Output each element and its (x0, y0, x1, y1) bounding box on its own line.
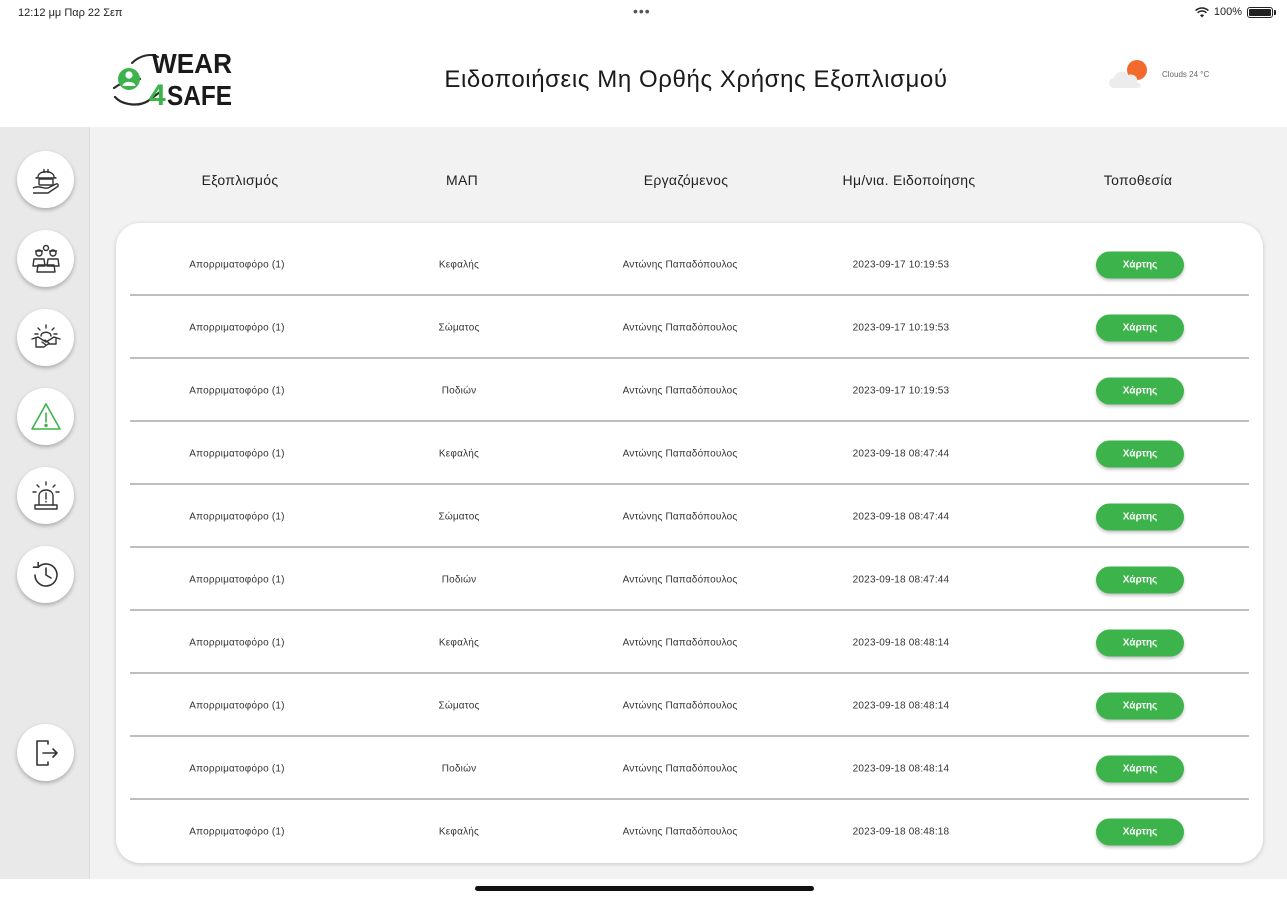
map-button[interactable]: Χάρτης (1096, 755, 1184, 782)
logo-text-bottom: SAFE (167, 80, 232, 111)
wifi-icon (1195, 7, 1209, 18)
cell-worker: Αντώνης Παπαδόπουλος (622, 763, 738, 774)
cell-equipment: Απορριματοφόρο (1) (189, 700, 285, 711)
cell-worker: Αντώνης Παπαδόπουλος (622, 826, 738, 837)
cell-worker: Αντώνης Παπαδόπουλος (622, 637, 738, 648)
sidebar-item-warnings[interactable] (17, 388, 74, 445)
cell-date: 2023-09-18 08:48:14 (852, 763, 950, 774)
app-header (0, 26, 1287, 127)
cell-date: 2023-09-18 08:48:14 (852, 637, 950, 648)
sidebar-item-ppe[interactable] (17, 151, 74, 208)
cell-worker: Αντώνης Παπαδόπουλος (622, 511, 738, 522)
table-row (130, 674, 1249, 737)
cell-ppe: Σώματος (438, 511, 480, 522)
cell-date: 2023-09-18 08:47:44 (852, 448, 950, 459)
table-row (130, 233, 1249, 296)
cell-ppe: Ποδιών (441, 574, 477, 585)
cell-date: 2023-09-18 08:47:44 (852, 511, 950, 522)
battery-percent: 100% (1213, 6, 1242, 18)
map-button[interactable]: Χάρτης (1096, 818, 1184, 845)
table-row (130, 737, 1249, 800)
warning-icon (29, 400, 63, 434)
cell-worker: Αντώνης Παπαδόπουλος (622, 574, 738, 585)
logo-text-number: 4 (149, 79, 166, 111)
cell-date: 2023-09-17 10:19:53 (852, 322, 950, 333)
table-row (130, 800, 1249, 863)
cell-date: 2023-09-17 10:19:53 (852, 385, 950, 396)
battery-fill (1249, 9, 1271, 16)
workers-icon (29, 242, 63, 276)
sidebar-item-partners[interactable] (17, 309, 74, 366)
bottom-area (0, 879, 1287, 900)
cell-date: 2023-09-18 08:47:44 (852, 574, 950, 585)
cell-date: 2023-09-18 08:48:14 (852, 700, 950, 711)
map-button[interactable]: Χάρτης (1096, 692, 1184, 719)
column-header-date: Ημ/νια. Ειδοποίησης (842, 172, 976, 188)
cell-ppe: Ποδιών (441, 385, 477, 396)
map-button[interactable]: Χάρτης (1096, 503, 1184, 530)
cell-equipment: Απορριματοφόρο (1) (189, 322, 285, 333)
cell-ppe: Σώματος (438, 322, 480, 333)
history-icon (29, 558, 63, 592)
table-row (130, 359, 1249, 422)
cell-equipment: Απορριματοφόρο (1) (189, 511, 285, 522)
sidebar-item-workers[interactable] (17, 230, 74, 287)
sidebar-item-alarms[interactable] (17, 467, 74, 524)
cell-ppe: Κεφαλής (438, 448, 480, 459)
cell-ppe: Κεφαλής (438, 259, 480, 270)
cell-equipment: Απορριματοφόρο (1) (189, 763, 285, 774)
cell-equipment: Απορριματοφόρο (1) (189, 448, 285, 459)
logout-icon (29, 736, 63, 770)
status-right (1195, 6, 1273, 18)
cell-equipment: Απορριματοφόρο (1) (189, 385, 285, 396)
status-time: 12:12 μμ Παρ 22 Σεπ (18, 7, 123, 19)
cell-worker: Αντώνης Παπαδόπουλος (622, 322, 738, 333)
cell-worker: Αντώνης Παπαδόπουλος (622, 448, 738, 459)
notifications-table[interactable] (116, 223, 1263, 863)
battery-icon (1247, 7, 1273, 18)
map-button[interactable]: Χάρτης (1096, 314, 1184, 341)
column-header-ppe: ΜΑΠ (445, 172, 479, 188)
cell-equipment: Απορριματοφόρο (1) (189, 637, 285, 648)
table-row (130, 422, 1249, 485)
weather-widget (1106, 58, 1209, 90)
ppe-icon (29, 163, 63, 197)
sidebar (0, 127, 90, 879)
map-button[interactable]: Χάρτης (1096, 440, 1184, 467)
status-bar (0, 0, 1287, 26)
table-row (130, 611, 1249, 674)
map-button[interactable]: Χάρτης (1096, 629, 1184, 656)
cell-equipment: Απορριματοφόρο (1) (189, 826, 285, 837)
table-row (130, 548, 1249, 611)
alarm-icon (29, 479, 63, 513)
cell-date: 2023-09-17 10:19:53 (852, 259, 950, 270)
cell-ppe: Κεφαλής (438, 637, 480, 648)
column-header-worker: Εργαζόμενος (643, 172, 729, 188)
handshake-icon (29, 321, 63, 355)
cloud-sun-icon (1106, 58, 1152, 90)
cell-equipment: Απορριματοφόρο (1) (189, 574, 285, 585)
cell-worker: Αντώνης Παπαδόπουλος (622, 700, 738, 711)
map-button[interactable]: Χάρτης (1096, 566, 1184, 593)
weather-text: Clouds 24 °C (1162, 69, 1210, 79)
logout-button[interactable] (17, 724, 74, 781)
cell-ppe: Κεφαλής (438, 826, 480, 837)
cell-ppe: Ποδιών (441, 763, 477, 774)
table-row (130, 485, 1249, 548)
cell-worker: Αντώνης Παπαδόπουλος (622, 385, 738, 396)
table-row (130, 296, 1249, 359)
page-title: Ειδοποιήσεις Μη Ορθής Χρήσης Εξοπλισμού (444, 66, 948, 93)
map-button[interactable]: Χάρτης (1096, 377, 1184, 404)
cell-ppe: Σώματος (438, 700, 480, 711)
multitasking-dots[interactable]: ••• (633, 3, 651, 19)
cell-date: 2023-09-18 08:48:18 (852, 826, 950, 837)
wear4safe-logo[interactable] (112, 45, 237, 111)
logo-text-top: WEAR (152, 48, 232, 79)
map-button[interactable]: Χάρτης (1096, 251, 1184, 278)
column-header-equipment: Εξοπλισμός (201, 172, 279, 188)
sidebar-item-history[interactable] (17, 546, 74, 603)
home-indicator[interactable] (475, 886, 814, 891)
column-header-location: Τοποθεσία (1103, 172, 1173, 188)
cell-worker: Αντώνης Παπαδόπουλος (622, 259, 738, 270)
cell-equipment: Απορριματοφόρο (1) (189, 259, 285, 270)
